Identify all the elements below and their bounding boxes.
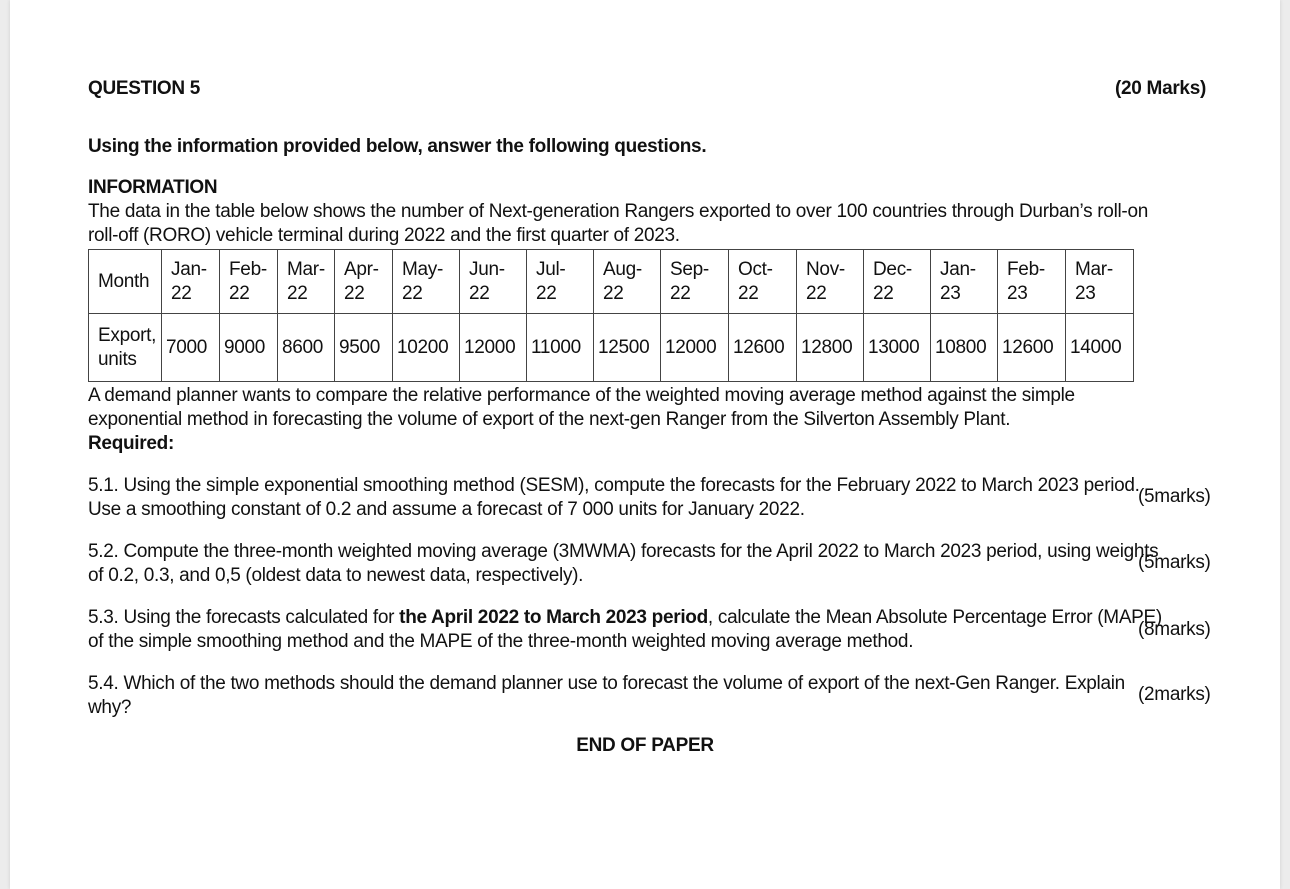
export-cell: 13000 <box>864 314 931 382</box>
month-cell: Nov- 22 <box>797 250 864 314</box>
planner-paragraph <box>88 384 1075 432</box>
month-row <box>89 250 1134 314</box>
question-5-4: 5.4. Which of the two methods should the demand planner use to forecast the volume of export of the next-Gen Ranger. Explain why? <box>88 673 1125 718</box>
question-5-2-marks: (5marks) <box>1138 552 1211 573</box>
export-cell: 12000 <box>661 314 729 382</box>
month-cell: Jan- 22 <box>162 250 220 314</box>
export-cell: 12800 <box>797 314 864 382</box>
question-5-2: 5.2. Compute the three-month weighted moving average (3MWMA) forecasts for the April 2022 to March 2023 period, using weights of 0.2, 0.3, and 0,5 (oldest data to newest data, respectively). <box>88 541 1159 586</box>
question-5-4-marks: (2marks) <box>1138 684 1211 705</box>
month-cell: Jan- 23 <box>931 250 998 314</box>
month-header-cell: Month <box>89 250 162 314</box>
export-cell: 11000 <box>527 314 594 382</box>
export-cell: 14000 <box>1066 314 1134 382</box>
export-cell: 12000 <box>460 314 527 382</box>
month-cell: Jun- 22 <box>460 250 527 314</box>
instruction-text: Using the information provided below, answer the following questions. <box>88 136 707 157</box>
month-cell: Mar- 22 <box>278 250 335 314</box>
month-cell: Oct- 22 <box>729 250 797 314</box>
export-cell: 12500 <box>594 314 661 382</box>
export-cell: 9000 <box>220 314 278 382</box>
information-line: roll-off (RORO) vehicle terminal during 2022 and the first quarter of 2023. <box>88 225 680 246</box>
month-cell: Aug- 22 <box>594 250 661 314</box>
month-cell: Feb- 22 <box>220 250 278 314</box>
end-of-paper: END OF PAPER <box>576 735 714 756</box>
question-5-1: 5.1. Using the simple exponential smoothing method (SESM), compute the forecasts for the February 2022 to March 2023 period. Use a smoothing constant of 0.2 and assume a forecast of 7 000 units for January 2022. <box>88 475 1140 520</box>
total-marks: (20 Marks) <box>1115 78 1206 99</box>
export-data-table <box>88 249 1134 382</box>
exam-page <box>10 0 1280 889</box>
export-cell: 10200 <box>393 314 460 382</box>
export-row <box>89 314 1134 382</box>
question-5-3-marks: (8marks) <box>1138 619 1211 640</box>
month-cell: Mar- 23 <box>1066 250 1134 314</box>
information-heading: INFORMATION <box>88 177 218 198</box>
required-label: Required: <box>88 433 174 454</box>
export-cell: 9500 <box>335 314 393 382</box>
export-cell: 12600 <box>998 314 1066 382</box>
month-cell: Dec- 22 <box>864 250 931 314</box>
month-cell: Feb- 23 <box>998 250 1066 314</box>
export-header-cell: Export, units <box>89 314 162 382</box>
planner-line: exponential method in forecasting the volume of export of the next-gen Ranger from the Silverton Assembly Plant. <box>88 409 1011 430</box>
export-cell: 8600 <box>278 314 335 382</box>
question-5-3: 5.3. Using the forecasts calculated for the April 2022 to March 2023 period, calculate the Mean Absolute Percentage Error (MAPE) of the simple smoothing method and the MAPE of the three-month weighted moving average method. <box>88 607 1162 652</box>
month-cell: Apr- 22 <box>335 250 393 314</box>
export-cell: 7000 <box>162 314 220 382</box>
planner-line: A demand planner wants to compare the relative performance of the weighted moving average method against the simple <box>88 385 1075 406</box>
export-cell: 12600 <box>729 314 797 382</box>
month-cell: May- 22 <box>393 250 460 314</box>
question-title: QUESTION 5 <box>88 78 201 99</box>
information-line: The data in the table below shows the number of Next-generation Rangers exported to over 100 countries through Durban’s roll-on <box>88 201 1148 222</box>
export-cell: 10800 <box>931 314 998 382</box>
information-text <box>88 200 1148 248</box>
month-cell: Jul- 22 <box>527 250 594 314</box>
question-5-1-marks: (5marks) <box>1138 486 1211 507</box>
month-cell: Sep- 22 <box>661 250 729 314</box>
